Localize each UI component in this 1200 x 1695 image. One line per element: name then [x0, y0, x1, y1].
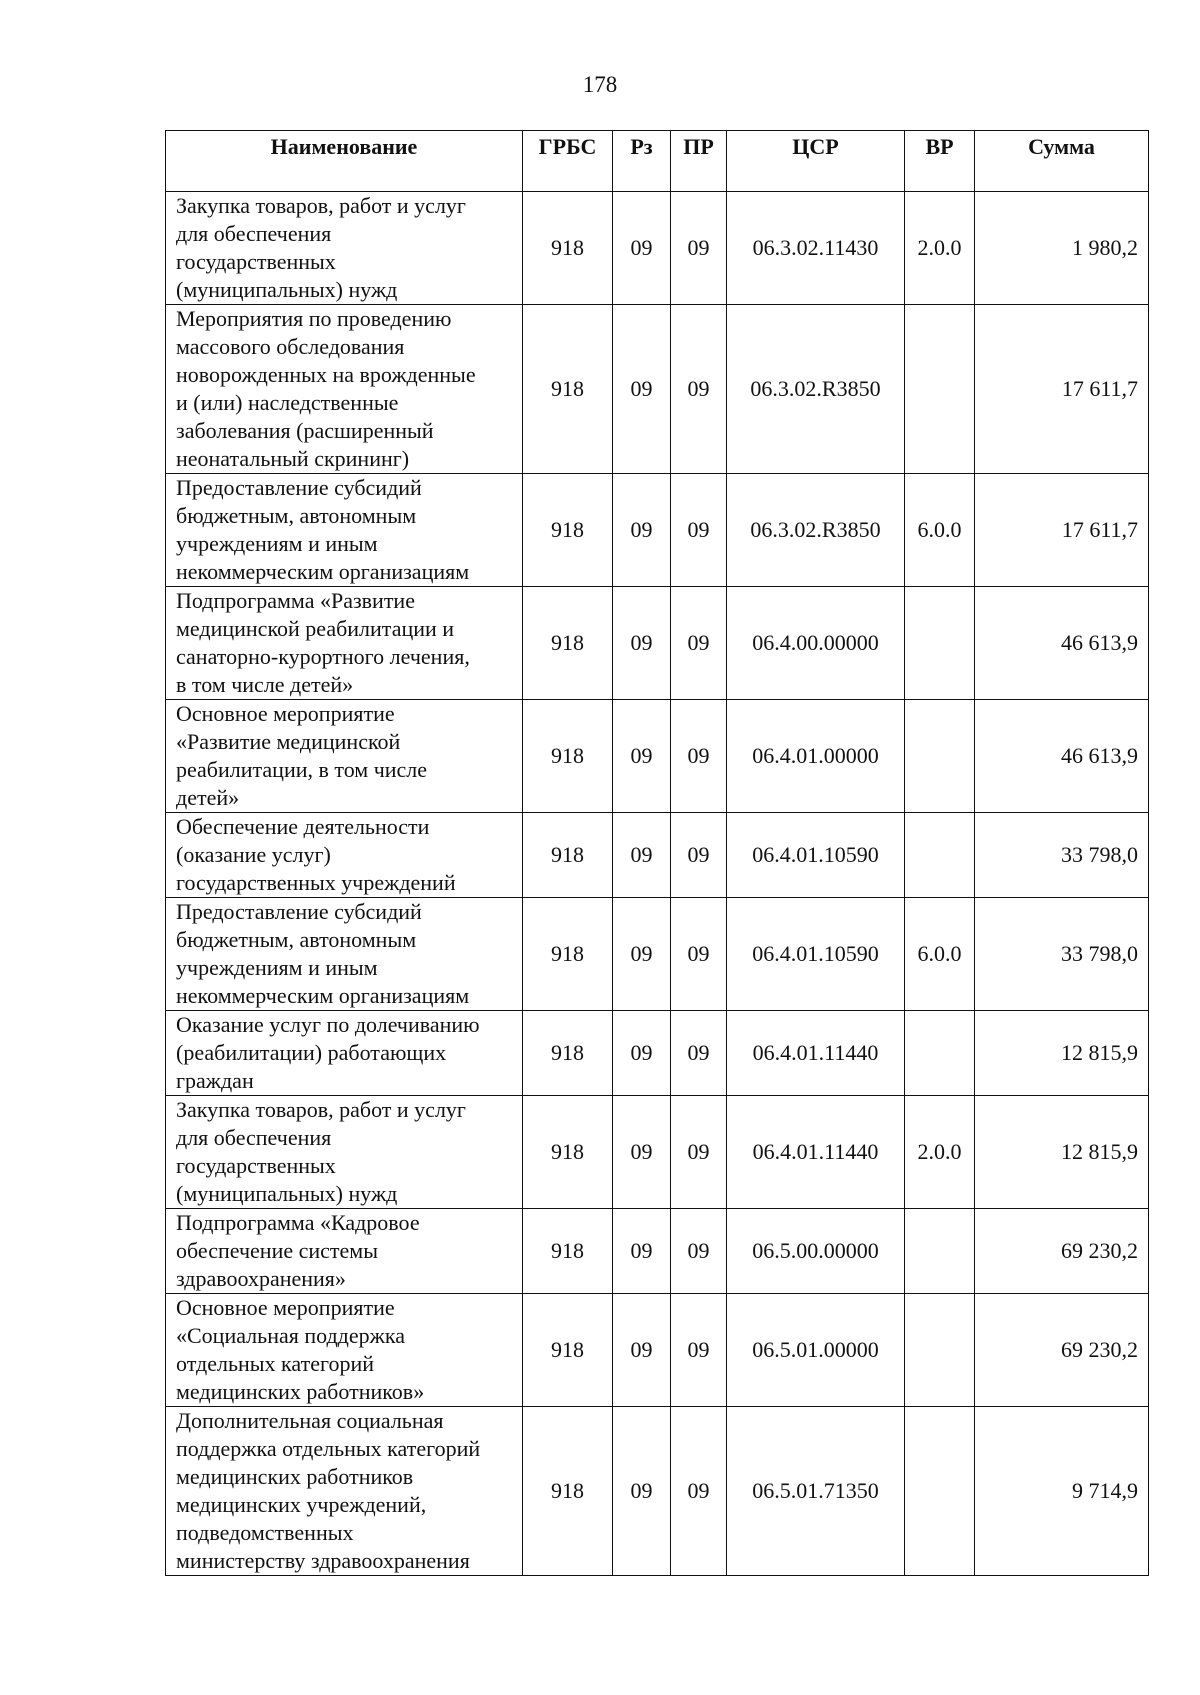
cell-vr	[905, 1209, 975, 1294]
cell-rz: 09	[613, 700, 671, 813]
table-row	[166, 1209, 1149, 1294]
header-rz: Рз	[613, 131, 671, 192]
cell-rz: 09	[613, 1209, 671, 1294]
table-row	[166, 813, 1149, 898]
cell-rz: 09	[613, 587, 671, 700]
cell-sum: 46 613,9	[975, 587, 1149, 700]
cell-grbs: 918	[523, 898, 613, 1011]
cell-rz: 09	[613, 1011, 671, 1096]
cell-csr: 06.4.01.11440	[727, 1096, 905, 1209]
cell-vr	[905, 587, 975, 700]
cell-grbs: 918	[523, 305, 613, 474]
header-name: Наименование	[166, 131, 523, 192]
cell-name: Подпрограмма «Кадровое обеспечение системы здравоохранения»	[166, 1209, 523, 1294]
cell-pr: 09	[671, 1011, 727, 1096]
cell-sum: 46 613,9	[975, 700, 1149, 813]
cell-sum: 12 815,9	[975, 1011, 1149, 1096]
cell-pr: 09	[671, 474, 727, 587]
cell-vr	[905, 813, 975, 898]
cell-sum: 17 611,7	[975, 474, 1149, 587]
table-row	[166, 474, 1149, 587]
cell-rz: 09	[613, 192, 671, 305]
cell-rz: 09	[613, 898, 671, 1011]
cell-csr: 06.4.01.11440	[727, 1011, 905, 1096]
table-header-row	[166, 131, 1149, 192]
cell-sum: 9 714,9	[975, 1407, 1149, 1576]
cell-grbs: 918	[523, 474, 613, 587]
cell-rz: 09	[613, 1407, 671, 1576]
cell-grbs: 918	[523, 1096, 613, 1209]
table-row	[166, 898, 1149, 1011]
cell-grbs: 918	[523, 587, 613, 700]
cell-vr	[905, 700, 975, 813]
cell-grbs: 918	[523, 1011, 613, 1096]
cell-name: Дополнительная социальная поддержка отдельных категорий медицинских работников медицинских учреждений, подведомственных министерству здравоохранения	[166, 1407, 523, 1576]
cell-rz: 09	[613, 305, 671, 474]
cell-name: Предоставление субсидий бюджетным, автономным учреждениям и иным некоммерческим организациям	[166, 474, 523, 587]
header-sum: Сумма	[975, 131, 1149, 192]
header-pr: ПР	[671, 131, 727, 192]
cell-pr: 09	[671, 1294, 727, 1407]
cell-name: Оказание услуг по долечиванию (реабилитации) работающих граждан	[166, 1011, 523, 1096]
cell-sum: 33 798,0	[975, 813, 1149, 898]
cell-pr: 09	[671, 305, 727, 474]
cell-name: Мероприятия по проведению массового обследования новорожденных на врожденные и (или) наследственные заболевания (расширенный неонатальный скрининг)	[166, 305, 523, 474]
table-row	[166, 192, 1149, 305]
header-grbs: ГРБС	[523, 131, 613, 192]
cell-pr: 09	[671, 1096, 727, 1209]
table-row	[166, 1407, 1149, 1576]
cell-rz: 09	[613, 1096, 671, 1209]
table-row	[166, 700, 1149, 813]
header-vr: ВР	[905, 131, 975, 192]
cell-sum: 17 611,7	[975, 305, 1149, 474]
cell-name: Закупка товаров, работ и услуг для обеспечения государственных (муниципальных) нужд	[166, 1096, 523, 1209]
cell-vr: 2.0.0	[905, 1096, 975, 1209]
page-number: 178	[582, 72, 618, 97]
cell-grbs: 918	[523, 1407, 613, 1576]
cell-name: Основное мероприятие «Социальная поддержка отдельных категорий медицинских работников»	[166, 1294, 523, 1407]
cell-pr: 09	[671, 700, 727, 813]
cell-csr: 06.5.01.71350	[727, 1407, 905, 1576]
cell-csr: 06.4.01.10590	[727, 898, 905, 1011]
cell-csr: 06.4.00.00000	[727, 587, 905, 700]
cell-sum: 33 798,0	[975, 898, 1149, 1011]
cell-name: Предоставление субсидий бюджетным, автономным учреждениям и иным некоммерческим организациям	[166, 898, 523, 1011]
cell-name: Основное мероприятие «Развитие медицинской реабилитации, в том числе детей»	[166, 700, 523, 813]
cell-sum: 1 980,2	[975, 192, 1149, 305]
cell-rz: 09	[613, 1294, 671, 1407]
cell-vr	[905, 1407, 975, 1576]
cell-csr: 06.4.01.00000	[727, 700, 905, 813]
cell-pr: 09	[671, 1407, 727, 1576]
cell-name: Подпрограмма «Развитие медицинской реабилитации и санаторно-курортного лечения, в том числе детей»	[166, 587, 523, 700]
cell-csr: 06.3.02.R3850	[727, 474, 905, 587]
cell-pr: 09	[671, 813, 727, 898]
cell-vr: 2.0.0	[905, 192, 975, 305]
cell-csr: 06.5.01.00000	[727, 1294, 905, 1407]
cell-name: Обеспечение деятельности (оказание услуг) государственных учреждений	[166, 813, 523, 898]
cell-grbs: 918	[523, 700, 613, 813]
cell-csr: 06.3.02.R3850	[727, 305, 905, 474]
cell-grbs: 918	[523, 1209, 613, 1294]
cell-sum: 69 230,2	[975, 1209, 1149, 1294]
cell-pr: 09	[671, 1209, 727, 1294]
cell-vr	[905, 1294, 975, 1407]
cell-grbs: 918	[523, 1294, 613, 1407]
cell-vr: 6.0.0	[905, 474, 975, 587]
cell-csr: 06.4.01.10590	[727, 813, 905, 898]
cell-grbs: 918	[523, 192, 613, 305]
cell-vr	[905, 1011, 975, 1096]
cell-rz: 09	[613, 813, 671, 898]
header-csr: ЦСР	[727, 131, 905, 192]
table-row	[166, 1294, 1149, 1407]
cell-grbs: 918	[523, 813, 613, 898]
cell-sum: 12 815,9	[975, 1096, 1149, 1209]
cell-pr: 09	[671, 192, 727, 305]
table-row	[166, 1096, 1149, 1209]
cell-vr: 6.0.0	[905, 898, 975, 1011]
cell-vr	[905, 305, 975, 474]
cell-rz: 09	[613, 474, 671, 587]
cell-sum: 69 230,2	[975, 1294, 1149, 1407]
budget-table	[165, 130, 1149, 1576]
cell-pr: 09	[671, 587, 727, 700]
cell-name: Закупка товаров, работ и услуг для обеспечения государственных (муниципальных) нужд	[166, 192, 523, 305]
table-row	[166, 1011, 1149, 1096]
cell-pr: 09	[671, 898, 727, 1011]
cell-csr: 06.5.00.00000	[727, 1209, 905, 1294]
table-row	[166, 587, 1149, 700]
table-row	[166, 305, 1149, 474]
cell-csr: 06.3.02.11430	[727, 192, 905, 305]
